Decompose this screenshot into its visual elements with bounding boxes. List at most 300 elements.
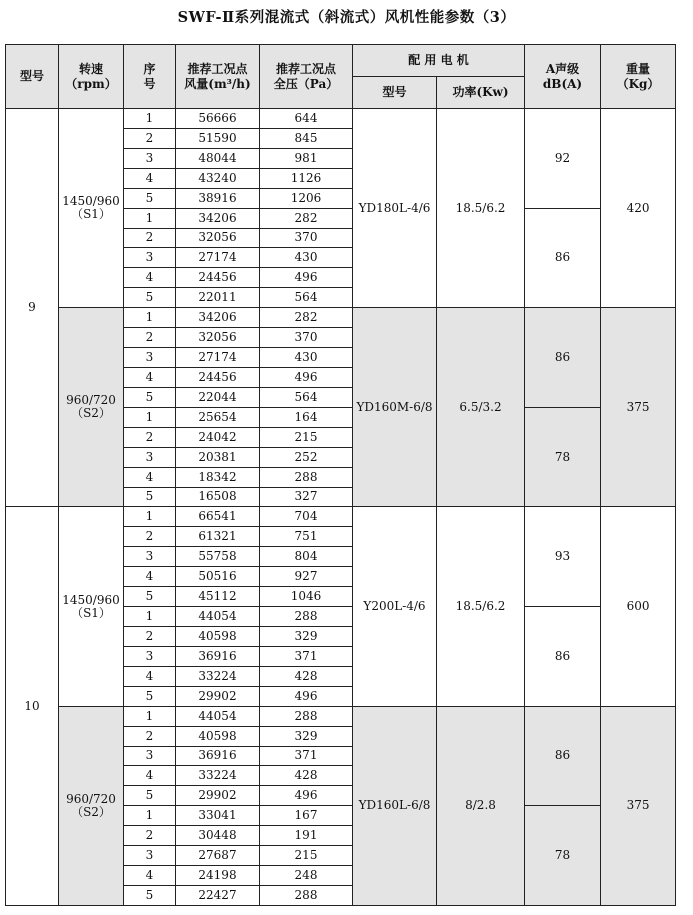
seq-cell: [124, 786, 176, 806]
pressure-value: 371: [294, 748, 318, 763]
seq-value: 3: [145, 848, 154, 863]
noise-value: 86: [554, 748, 571, 763]
seq-cell: [124, 706, 176, 726]
seq-value: 1: [145, 210, 154, 225]
seq-value: 2: [145, 529, 154, 544]
pressure-cell: [260, 706, 353, 726]
seq-cell: [124, 248, 176, 268]
seq-cell: [124, 866, 176, 886]
airflow-cell: [176, 328, 260, 348]
pressure-value: 370: [294, 330, 318, 345]
airflow-value: 16508: [198, 489, 237, 504]
pressure-value: 430: [294, 250, 318, 265]
pressure-cell: [260, 547, 353, 567]
header-airflow-unit: 风量(m³/h): [184, 76, 251, 91]
airflow-cell: [176, 268, 260, 288]
airflow-cell: [176, 866, 260, 886]
airflow-cell: [176, 467, 260, 487]
pressure-cell: [260, 467, 353, 487]
seq-cell: [124, 348, 176, 368]
pressure-cell: [260, 866, 353, 886]
seq-value: 4: [145, 668, 154, 683]
pressure-value: 564: [294, 290, 318, 305]
airflow-cell: [176, 766, 260, 786]
speed-value: 1450/960: [62, 592, 120, 607]
airflow-cell: [176, 706, 260, 726]
motor-model-value: Y200L-4/6: [363, 599, 426, 614]
seq-value: 3: [145, 150, 154, 165]
pressure-cell: [260, 348, 353, 368]
header-pressure-label: 推荐工况点: [275, 61, 336, 76]
seq-value: 2: [145, 628, 154, 643]
seq-value: 1: [145, 808, 154, 823]
seq-value: 5: [145, 887, 154, 902]
table-row: [6, 109, 676, 129]
pressure-value: 252: [294, 449, 318, 464]
pressure-cell: [260, 686, 353, 706]
airflow-value: 27174: [198, 350, 237, 365]
pressure-value: 164: [294, 409, 318, 424]
seq-value: 5: [145, 389, 154, 404]
noise-cell: [525, 109, 601, 209]
pressure-cell: [260, 148, 353, 168]
airflow-value: 22044: [198, 389, 237, 404]
airflow-value: 22011: [198, 290, 237, 305]
motor-model-cell: [353, 507, 437, 706]
pressure-cell: [260, 786, 353, 806]
airflow-cell: [176, 746, 260, 766]
noise-cell: [525, 607, 601, 707]
seq-cell: [124, 766, 176, 786]
pressure-cell: [260, 527, 353, 547]
airflow-cell: [176, 806, 260, 826]
seq-value: 1: [145, 409, 154, 424]
speed-cell: [59, 507, 124, 706]
airflow-value: 33224: [198, 768, 237, 783]
seq-value: 3: [145, 549, 154, 564]
seq-value: 2: [145, 330, 154, 345]
seq-cell: [124, 387, 176, 407]
seq-cell: [124, 507, 176, 527]
seq-value: 1: [145, 609, 154, 623]
header-pressure-unit: 全压（Pa）: [273, 76, 339, 91]
airflow-value: 33041: [198, 808, 237, 823]
airflow-value: 27687: [198, 848, 237, 863]
pressure-cell: [260, 885, 353, 905]
airflow-value: 25654: [198, 409, 237, 424]
pressure-value: 704: [294, 509, 318, 524]
pressure-value: 288: [294, 609, 318, 623]
header-airflow-label: 推荐工况点: [187, 61, 248, 76]
motor-power-value: 8/2.8: [465, 798, 496, 813]
seq-cell: [124, 487, 176, 507]
seq-value: 5: [145, 489, 154, 504]
seq-cell: [124, 626, 176, 646]
airflow-cell: [176, 367, 260, 387]
airflow-value: 38916: [198, 190, 237, 205]
weight-value: 420: [626, 200, 650, 215]
seq-cell: [124, 328, 176, 348]
table-row: [6, 308, 676, 328]
airflow-cell: [176, 826, 260, 846]
seq-value: 4: [145, 569, 154, 584]
airflow-cell: [176, 427, 260, 447]
pressure-value: 282: [294, 310, 318, 325]
pressure-value: 215: [294, 429, 318, 444]
seq-value: 3: [145, 449, 154, 464]
seq-value: 3: [145, 250, 154, 265]
pressure-value: 430: [294, 350, 318, 365]
seq-cell: [124, 148, 176, 168]
pressure-value: 496: [294, 788, 318, 803]
pressure-cell: [260, 407, 353, 427]
pressure-cell: [260, 626, 353, 646]
pressure-value: 288: [294, 887, 318, 902]
airflow-cell: [176, 646, 260, 666]
pressure-value: 288: [294, 708, 318, 723]
airflow-cell: [176, 726, 260, 746]
header-speed-unit: （rpm）: [65, 76, 117, 91]
motor-model-value: YD180L-4/6: [358, 200, 431, 215]
pressure-value: 496: [294, 688, 318, 703]
airflow-value: 66541: [198, 509, 237, 524]
motor-model-cell: [353, 109, 437, 308]
header-motor: [353, 45, 525, 77]
airflow-value: 20381: [198, 449, 237, 464]
airflow-value: 24456: [198, 369, 237, 384]
header-pressure: [260, 45, 353, 109]
airflow-cell: [176, 348, 260, 368]
airflow-value: 22427: [198, 887, 237, 902]
airflow-cell: [176, 507, 260, 527]
airflow-value: 36916: [198, 648, 237, 663]
table-row: [6, 706, 676, 726]
seq-cell: [124, 607, 176, 627]
airflow-cell: [176, 308, 260, 328]
pressure-value: 167: [294, 808, 318, 823]
seq-cell: [124, 228, 176, 248]
header-model-label: 型号: [19, 69, 44, 83]
pressure-cell: [260, 666, 353, 686]
header-noise-unit: dB(A): [542, 76, 583, 91]
pressure-value: 927: [294, 569, 318, 584]
airflow-cell: [176, 288, 260, 308]
speed-cell: [59, 109, 124, 308]
seq-cell: [124, 666, 176, 686]
airflow-value: 24042: [198, 429, 237, 444]
noise-cell: [525, 208, 601, 308]
airflow-value: 50516: [198, 569, 237, 584]
seq-cell: [124, 885, 176, 905]
pressure-cell: [260, 387, 353, 407]
seq-value: 5: [145, 290, 154, 305]
seq-value: 5: [145, 788, 154, 803]
noise-value: 78: [554, 848, 571, 863]
model-number-cell: [6, 507, 59, 906]
motor-model-value: YD160M-6/8: [356, 399, 433, 414]
model-number: 9: [28, 300, 36, 315]
airflow-cell: [176, 248, 260, 268]
pressure-cell: [260, 826, 353, 846]
airflow-value: 56666: [198, 110, 237, 125]
seq-cell: [124, 587, 176, 607]
airflow-cell: [176, 666, 260, 686]
noise-cell: [525, 806, 601, 906]
noise-value: 92: [554, 150, 571, 165]
header-speed-label: 转速: [78, 61, 103, 76]
header-seq: [124, 45, 176, 109]
airflow-value: 34206: [198, 310, 237, 325]
pressure-value: 804: [294, 549, 318, 564]
noise-value: 86: [554, 350, 571, 365]
seq-cell: [124, 567, 176, 587]
pressure-cell: [260, 726, 353, 746]
pressure-value: 1046: [290, 589, 322, 604]
airflow-cell: [176, 527, 260, 547]
motor-power-value: 6.5/3.2: [459, 399, 502, 414]
motor-power-cell: [437, 706, 525, 905]
table-row: [6, 507, 676, 527]
motor-power-cell: [437, 308, 525, 507]
pressure-value: 845: [294, 130, 318, 145]
seq-cell: [124, 427, 176, 447]
pressure-cell: [260, 646, 353, 666]
speed-value: 960/720: [66, 791, 116, 806]
header-noise-label: A声级: [545, 61, 580, 76]
seq-value: 2: [145, 828, 154, 843]
seq-cell: [124, 367, 176, 387]
pressure-value: 371: [294, 648, 318, 663]
pressure-cell: [260, 367, 353, 387]
pressure-value: 288: [294, 469, 318, 484]
motor-power-cell: [437, 109, 525, 308]
pressure-value: 191: [294, 828, 318, 843]
seq-value: 4: [145, 469, 154, 484]
speed-value: 960/720: [66, 393, 116, 408]
seq-value: 1: [145, 708, 154, 723]
pressure-value: 981: [294, 150, 318, 165]
airflow-value: 29902: [198, 688, 237, 703]
pressure-value: 496: [294, 369, 318, 384]
airflow-value: 40598: [198, 728, 237, 743]
seq-value: 4: [145, 270, 154, 285]
airflow-value: 40598: [198, 628, 237, 643]
airflow-cell: [176, 387, 260, 407]
pressure-cell: [260, 447, 353, 467]
pressure-cell: [260, 607, 353, 627]
pressure-value: 751: [294, 529, 318, 544]
header-motor-power-label: 功率(Kw): [452, 85, 509, 99]
speed-code: （S1）: [71, 605, 111, 620]
pressure-cell: [260, 308, 353, 328]
airflow-cell: [176, 487, 260, 507]
airflow-value: 29902: [198, 788, 237, 803]
airflow-value: 24456: [198, 270, 237, 285]
speed-code: （S2）: [71, 406, 111, 421]
seq-cell: [124, 846, 176, 866]
pressure-cell: [260, 328, 353, 348]
airflow-value: 30448: [198, 828, 237, 843]
airflow-cell: [176, 148, 260, 168]
pressure-cell: [260, 128, 353, 148]
seq-value: 1: [145, 310, 154, 325]
speed-cell: [59, 706, 124, 905]
airflow-value: 33224: [198, 668, 237, 683]
airflow-value: 32056: [198, 330, 237, 345]
noise-cell: [525, 407, 601, 507]
seq-value: 4: [145, 867, 154, 882]
pressure-value: 428: [294, 668, 318, 683]
pressure-value: 215: [294, 848, 318, 863]
pressure-value: 1126: [290, 170, 322, 185]
seq-value: 1: [145, 509, 154, 524]
seq-value: 4: [145, 170, 154, 185]
seq-value: 1: [145, 110, 154, 125]
header-airflow: [176, 45, 260, 109]
airflow-value: 18342: [198, 469, 237, 484]
weight-value: 375: [626, 798, 650, 813]
seq-cell: [124, 806, 176, 826]
model-number: 10: [24, 698, 40, 713]
fan-performance-table: [5, 44, 676, 906]
seq-value: 3: [145, 648, 154, 663]
pressure-cell: [260, 288, 353, 308]
seq-value: 2: [145, 130, 154, 145]
motor-model-cell: [353, 308, 437, 507]
pressure-value: 329: [294, 728, 318, 743]
airflow-cell: [176, 407, 260, 427]
motor-model-cell: [353, 706, 437, 905]
pressure-cell: [260, 188, 353, 208]
seq-value: 5: [145, 688, 154, 703]
airflow-value: 43240: [198, 170, 237, 185]
pressure-value: 327: [294, 489, 318, 504]
seq-cell: [124, 826, 176, 846]
seq-value: 3: [145, 350, 154, 365]
noise-cell: [525, 308, 601, 408]
seq-cell: [124, 188, 176, 208]
airflow-cell: [176, 547, 260, 567]
pressure-cell: [260, 168, 353, 188]
airflow-value: 36916: [198, 748, 237, 763]
airflow-value: 45112: [198, 589, 237, 604]
speed-value: 1450/960: [62, 194, 120, 209]
pressure-cell: [260, 766, 353, 786]
pressure-value: 329: [294, 628, 318, 643]
airflow-value: 34206: [198, 210, 237, 225]
header-noise: [525, 45, 601, 109]
seq-cell: [124, 646, 176, 666]
airflow-cell: [176, 228, 260, 248]
pressure-cell: [260, 208, 353, 228]
pressure-value: 496: [294, 270, 318, 285]
pressure-value: 370: [294, 230, 318, 245]
airflow-cell: [176, 128, 260, 148]
header-motor-model-label: 型号: [382, 85, 407, 99]
airflow-cell: [176, 587, 260, 607]
seq-cell: [124, 726, 176, 746]
airflow-value: 44054: [198, 708, 237, 723]
pressure-cell: [260, 228, 353, 248]
motor-power-value: 18.5/6.2: [455, 200, 506, 215]
noise-cell: [525, 507, 601, 607]
weight-value: 375: [626, 399, 650, 414]
seq-cell: [124, 109, 176, 129]
pressure-cell: [260, 507, 353, 527]
noise-value: 78: [554, 449, 571, 464]
airflow-value: 61321: [198, 529, 237, 544]
airflow-cell: [176, 109, 260, 129]
header-weight: [601, 45, 676, 109]
seq-cell: [124, 308, 176, 328]
pressure-value: 428: [294, 768, 318, 783]
airflow-cell: [176, 447, 260, 467]
airflow-value: 27174: [198, 250, 237, 265]
seq-value: 5: [145, 190, 154, 205]
pressure-value: 282: [294, 210, 318, 225]
airflow-cell: [176, 885, 260, 905]
seq-cell: [124, 527, 176, 547]
seq-cell: [124, 467, 176, 487]
speed-code: （S2）: [71, 804, 111, 819]
airflow-cell: [176, 846, 260, 866]
speed-cell: [59, 308, 124, 507]
airflow-value: 32056: [198, 230, 237, 245]
seq-value: 2: [145, 230, 154, 245]
seq-cell: [124, 288, 176, 308]
seq-value: 3: [145, 748, 154, 763]
header-motor-power: [437, 77, 525, 109]
seq-cell: [124, 268, 176, 288]
weight-cell: [601, 109, 676, 308]
header-row: [6, 45, 676, 77]
airflow-cell: [176, 786, 260, 806]
pressure-cell: [260, 109, 353, 129]
weight-cell: [601, 308, 676, 507]
header-motor-model: [353, 77, 437, 109]
seq-value: 4: [145, 369, 154, 384]
seq-cell: [124, 208, 176, 228]
pressure-value: 248: [294, 867, 318, 882]
seq-cell: [124, 746, 176, 766]
motor-power-value: 18.5/6.2: [455, 599, 506, 614]
seq-cell: [124, 447, 176, 467]
weight-cell: [601, 507, 676, 706]
airflow-value: 48044: [198, 150, 237, 165]
pressure-cell: [260, 567, 353, 587]
motor-power-cell: [437, 507, 525, 706]
pressure-cell: [260, 248, 353, 268]
pressure-cell: [260, 268, 353, 288]
seq-cell: [124, 547, 176, 567]
noise-value: 86: [554, 648, 571, 663]
pressure-cell: [260, 587, 353, 607]
seq-value: 2: [145, 728, 154, 743]
pressure-cell: [260, 427, 353, 447]
weight-cell: [601, 706, 676, 905]
seq-cell: [124, 686, 176, 706]
model-number-cell: [6, 109, 59, 507]
noise-cell: [525, 706, 601, 806]
airflow-cell: [176, 168, 260, 188]
pressure-cell: [260, 746, 353, 766]
header-motor-label: 配 用 电 机: [408, 53, 469, 67]
seq-cell: [124, 168, 176, 188]
airflow-cell: [176, 567, 260, 587]
airflow-value: 24198: [198, 867, 237, 882]
seq-value: 5: [145, 589, 154, 604]
header-seq-label: 序号: [143, 61, 156, 91]
